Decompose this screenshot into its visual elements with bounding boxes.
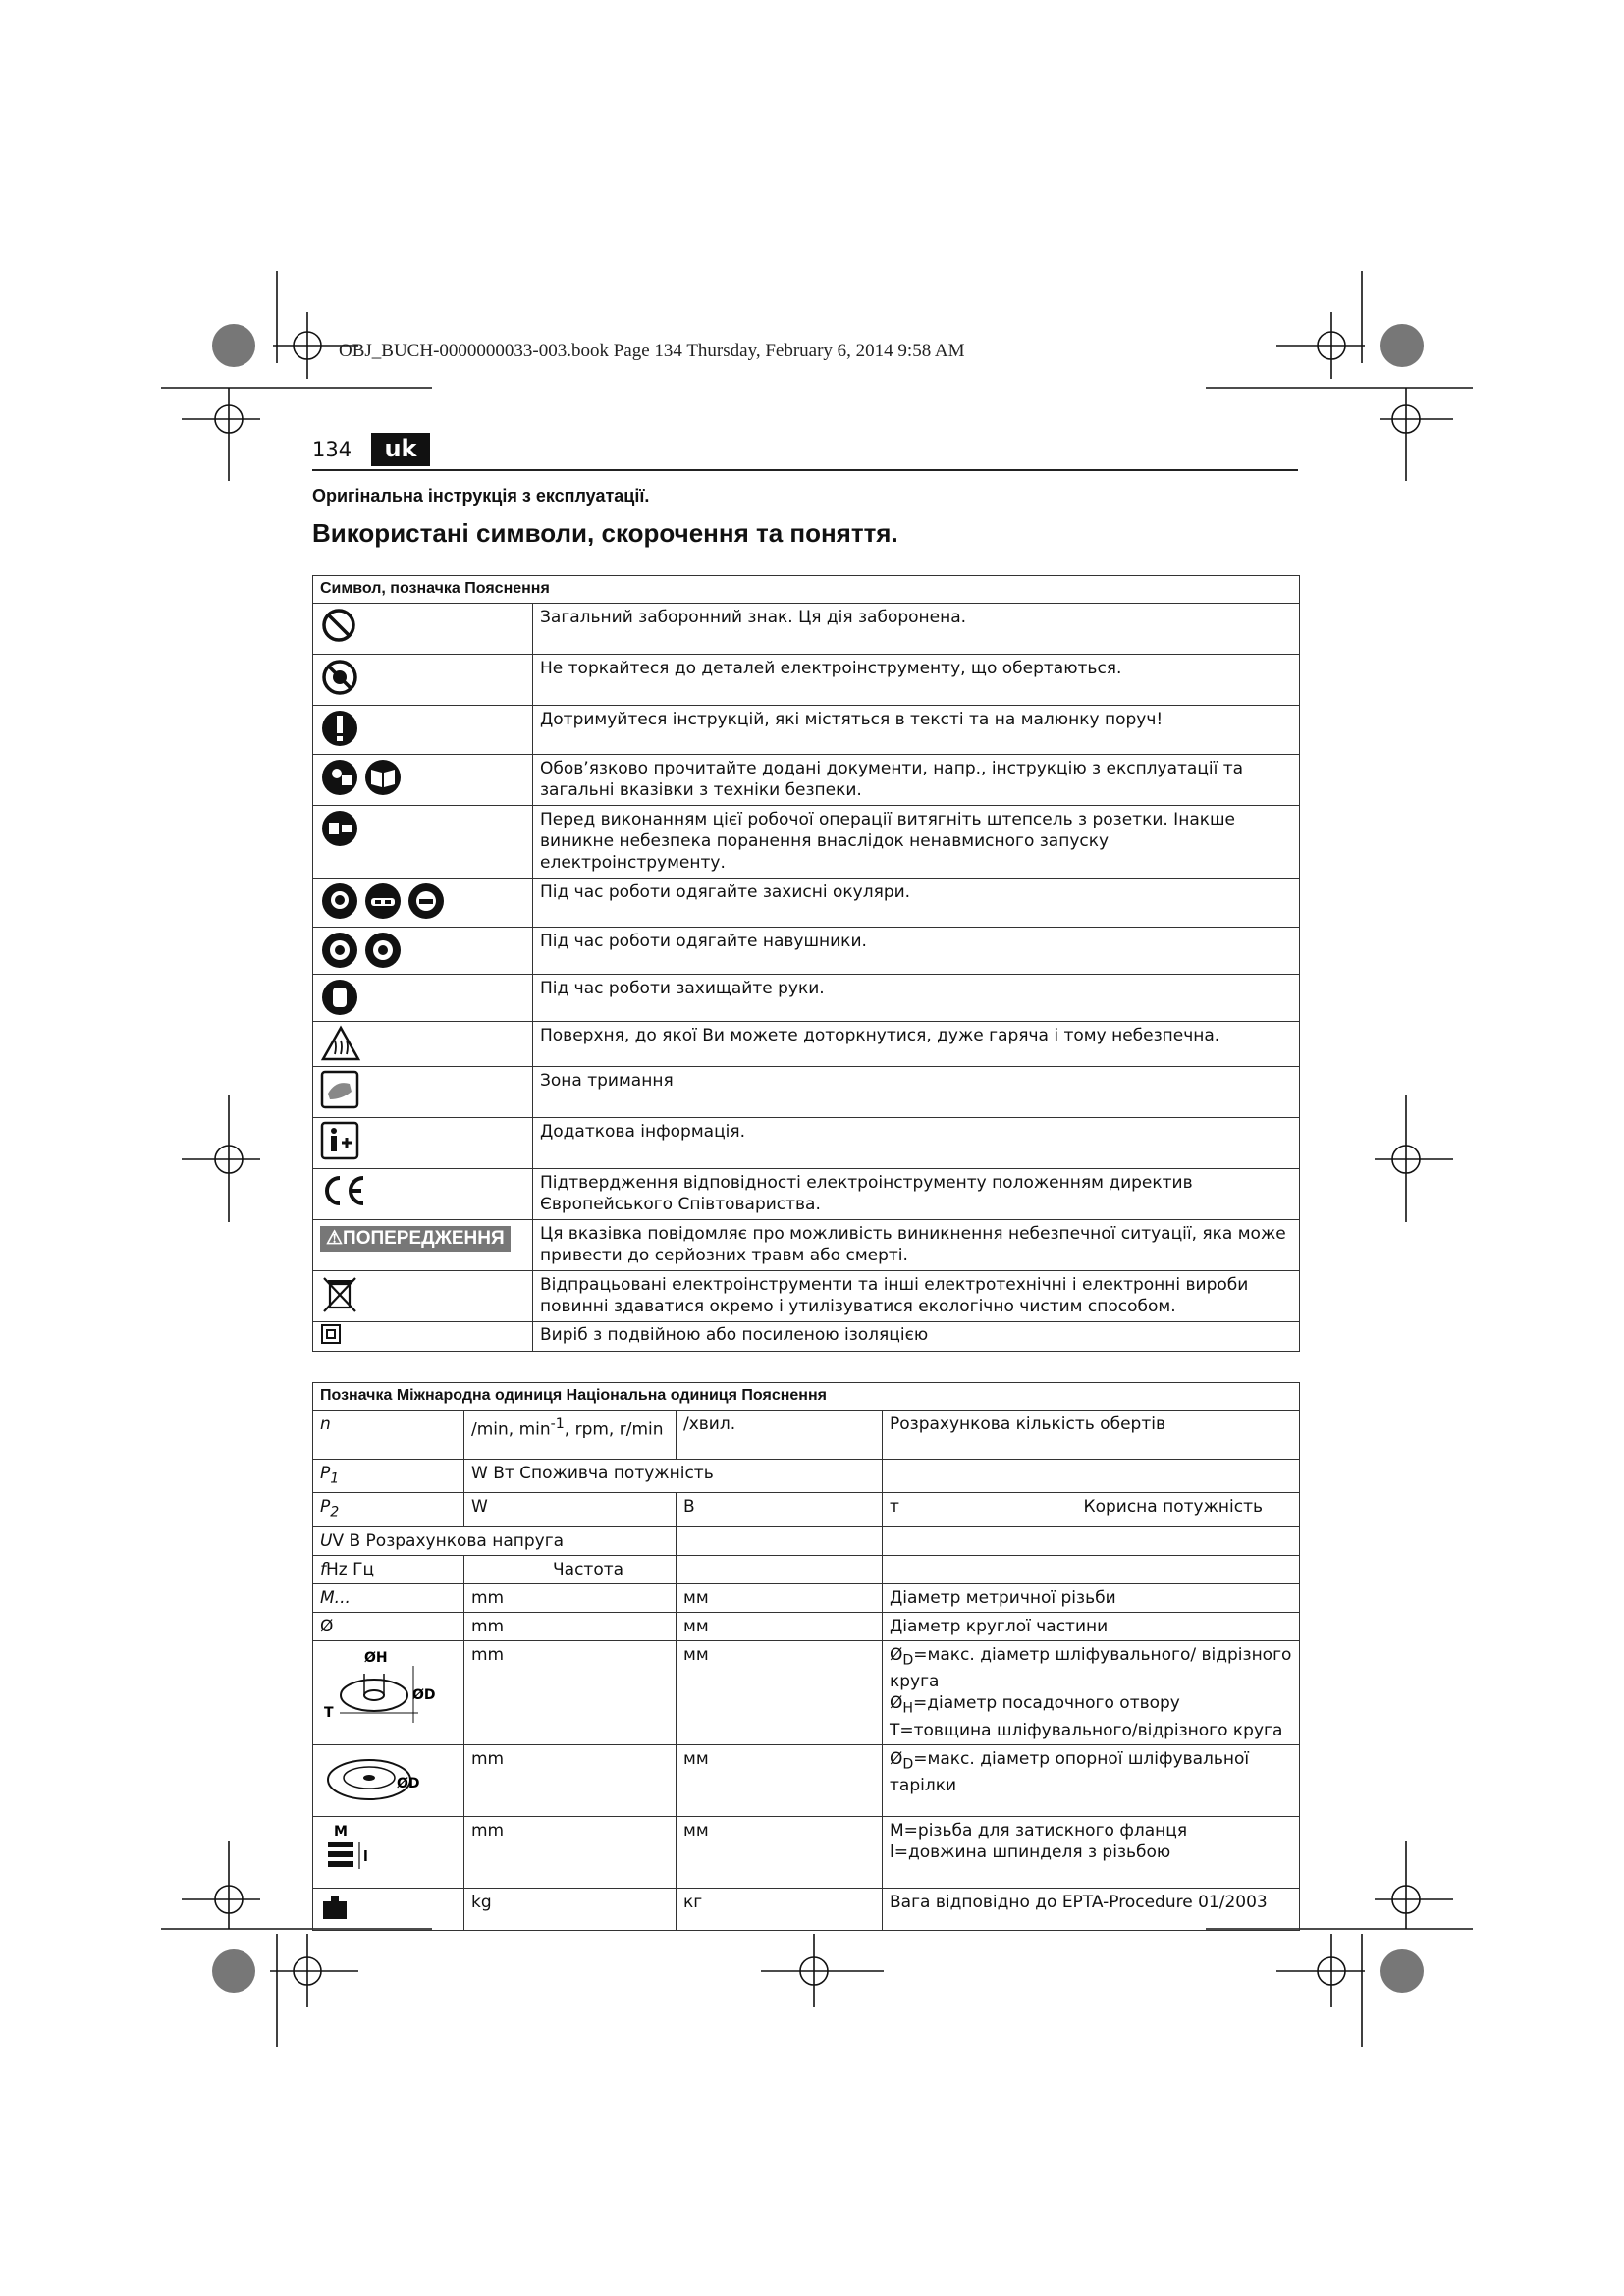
svg-text:M: M [334,1823,348,1840]
backing-pad-diagram [320,1748,448,1807]
symbol-explanation: Зона тримання [533,1067,1300,1118]
symbol-explanation: Обов’язково прочитайте додані документи, напр., інструкцію з експлуатації та загальні вказівки з техніки безпеки. [533,755,1300,806]
unit-national: мм [677,1612,883,1640]
grinding-wheel-diagram [320,1644,448,1729]
symbol-explanation: Перед виконанням цієї робочої операції витягніть штепсель з розетки. Інакше виникне небезпека поранення внаслідок ненавмисного запуску електроінструменту. [533,806,1300,879]
weight-icon [320,1892,350,1921]
unit-national: мм [677,1744,883,1816]
spindle-thread-diagram [320,1820,389,1879]
svg-text:ØD: ØD [397,1775,420,1791]
symbols-table [312,575,1300,1352]
symbol-explanation: Загальний заборонний знак. Ця дія заборонена. [533,604,1300,655]
ce-mark-icon [320,1172,367,1209]
prohibition-icon [320,607,357,644]
svg-text:l: l [363,1848,368,1865]
unit-description: Діаметр круглої частини [883,1612,1300,1640]
unit-merged-text: UV В Розрахункова напруга [313,1526,677,1555]
unit-symbol: Ø [313,1612,464,1640]
unit-national: мм [677,1640,883,1744]
unit-international: W [464,1493,677,1526]
unit-international: mm [464,1612,677,1640]
units-table-header: Позначка Міжнародна одиниця Національна одиниця Пояснення [313,1383,1300,1411]
unit-international: mm [464,1744,677,1816]
symbol-explanation: Не торкайтеся до деталей електроінструменту, що обертаються. [533,655,1300,706]
weee-bin-icon [320,1274,359,1315]
double-insulation-icon [320,1323,342,1345]
grip-zone-icon [320,1070,359,1109]
gloves-icon [320,978,359,1017]
unit-international: mm [464,1816,677,1888]
read-manual-icon [320,758,408,797]
symbol-explanation: Виріб з подвійною або посиленою ізоляцією [533,1322,1300,1352]
symbol-explanation: Додаткова інформація. [533,1118,1300,1169]
no-touch-rotating-icon [320,658,359,697]
exclamation-icon [320,709,359,748]
unit-national: В [677,1493,883,1526]
symbols-table-header: Символ, позначка Пояснення [313,576,1300,604]
symbol-explanation: Відпрацьовані електроінструменти та інші електротехнічні і електронні вироби повинні здаватися окремо і утилізуватися екологічно чистим способом. [533,1271,1300,1322]
unit-symbol: fHz Гц [313,1555,464,1583]
document-title: Оригінальна інструкція з експлуатації. [312,486,650,506]
unit-description: $Ø_D=макс$. діаметр шліфувального/ відрізного круга $Ø_H=діаметр$ посадочного отвору T=товщина шліфувального/відрізного круга [883,1640,1300,1744]
unit-international: kg [464,1888,677,1930]
unit-international: mm [464,1583,677,1612]
symbol-explanation: Ця вказівка повідомляє про можливість виникнення небезпечної ситуації, яка може привести до серйозних травм або смерті. [533,1220,1300,1271]
book-info-line: OBJ_BUCH-0000000033-003.book Page 134 Thursday, February 6, 2014 9:58 AM [339,341,965,361]
unit-description: Частота [464,1555,677,1583]
unit-description: Розрахункова кількість обертів [883,1411,1300,1460]
unit-symbol: M... [313,1583,464,1612]
hot-surface-icon [320,1025,361,1062]
ear-protection-icon [320,931,408,970]
unit-symbol: $P_2$ [313,1493,464,1526]
symbol-explanation: Поверхня, до якої Ви можете доторкнутися, дуже гаряча і тому небезпечна. [533,1022,1300,1067]
symbol-explanation: Під час роботи одягайте захисні окуляри. [533,879,1300,928]
unit-international: mm [464,1640,677,1744]
symbol-explanation: Дотримуйтеся інструкцій, які містяться в тексті та на малюнку поруч! [533,706,1300,755]
unit-symbol: n [313,1411,464,1460]
unit-description: $Ø_D=макс$. діаметр опорної шліфувальної тарілки [883,1744,1300,1816]
page-number: 134 [312,438,352,461]
unit-symbol: $P_1$ [313,1460,464,1493]
unplug-icon [320,809,359,848]
language-badge: uk [371,433,430,466]
svg-text:ØH: ØH [364,1649,388,1666]
warning-triangle-icon: ⚠ [326,1228,344,1249]
info-icon [320,1121,359,1160]
header-rule [312,469,1298,471]
svg-text:ØD: ØD [412,1686,436,1703]
unit-national: мм [677,1583,883,1612]
section-heading: Використані символи, скорочення та поняття. [312,518,898,548]
units-table [312,1382,1300,1931]
unit-national: мм [677,1816,883,1888]
unit-description: т Корисна потужність [883,1493,1300,1526]
svg-text:T: T [324,1704,334,1721]
symbol-explanation: Під час роботи захищайте руки. [533,975,1300,1022]
warning-badge: ⚠ПОПЕРЕДЖЕННЯ [320,1226,511,1252]
symbol-explanation: Підтвердження відповідності електроінструменту положенням директив Європейського Співтовариства. [533,1169,1300,1220]
symbol-explanation: Під час роботи одягайте навушники. [533,928,1300,975]
unit-merged-text: W Вт Споживча потужність [464,1460,883,1493]
unit-description: Вага відповідно до EPTA-Procedure 01/2003 [883,1888,1300,1930]
unit-national: кг [677,1888,883,1930]
unit-description: M=різьба для затискного фланця l=довжина шпинделя з різьбою [883,1816,1300,1888]
unit-national: /хвил. [677,1411,883,1460]
unit-international: /min, $\min^{-1}$, rpm, r/min [464,1411,677,1460]
safety-glasses-icon [320,881,452,921]
unit-description: Діаметр метричної різьби [883,1583,1300,1612]
